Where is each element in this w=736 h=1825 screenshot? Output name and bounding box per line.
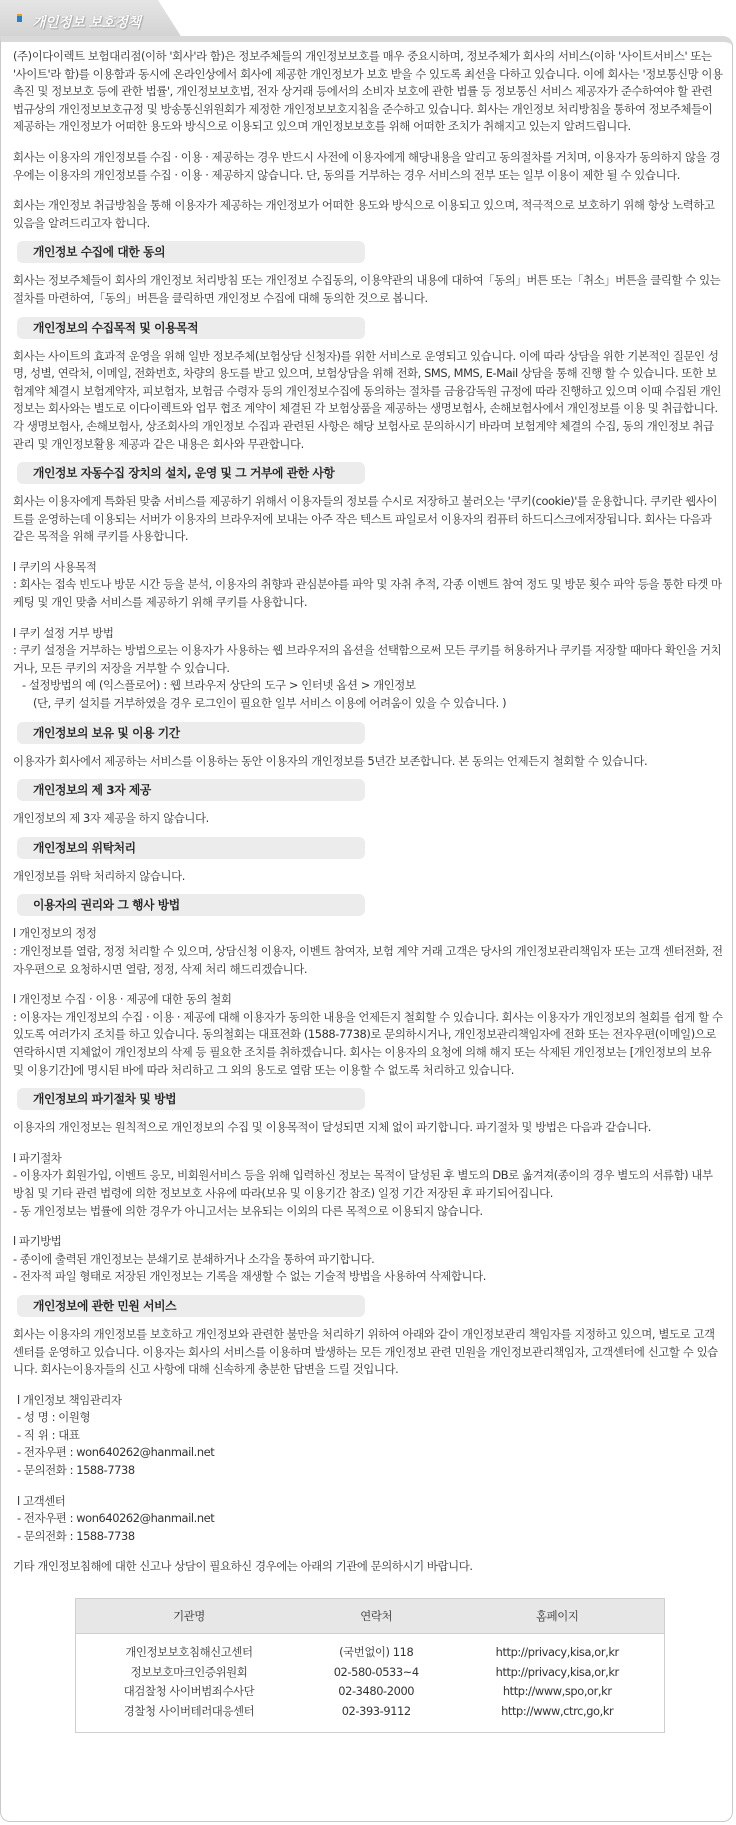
cookie-refuse-body: : 쿠키 설정을 거부하는 방법으로는 이용자가 사용하는 웹 브라우저의 옵션을 선택함으로써 모든 쿠키를 허용하거나 쿠키를 저장할 때마다 확인을 거치거나, 모든 쿠키의 저장을 거부할 수 있습니다. [13,643,722,675]
agency-homepage[interactable]: http://privacy,kisa,or,kr [495,1645,619,1660]
purpose-body: 회사는 사이트의 효과적 운영을 위해 일반 정보주체(보험상담 신청자)를 위한 서비스로 운영되고 있습니다. 이에 따라 상담을 위한 기본적인 질문인 성명, 성별, 연락처, 이메일, 전화번호, 차량의 용도를 받고 있으며, 보험상담을 위해 전화, SMS, MMS, E-Mail 상담을 통해 진행 할 수 있습니다. 또한 보험계약 체결시 보험계약자, 피보험자, 보험금 수령자 등의 개인정보수집에 동의하는 절차를 금융감독원 규정에 따라 진행하고 있으며 이때 수집된 개인정보는 회사와는 별도로 이다이렉트와 업무 협조 계약이 체결된 각 보험상품을 제공하는 생명보험사, 손해보험사에서 개인정보를 이용 및 취급합니다. 각 생명보험사, 손해보험사, 상조회사의 개인정보 수집과 관련된 사항은 해당 보험사로 문의하시기 바라며 보험계약 체결의 수집, 동의 개인정보 취급관리 및 개인정보활용 제공과 같은 내용은 회사와 무관합니다. [13,348,722,451]
cookie-use-heading: l 쿠키의 사용목적 [13,559,97,574]
table-row [76,1702,664,1733]
rights-correct-body: : 개인정보를 열람, 정정 처리할 수 있으며, 상담신청 이용자, 이벤트 참여자, 보험 계약 거래 고객은 당사의 개인정보관리책임자 또는 고객 센터전화, 전자우편으로 요청하시면 열람, 정정, 삭제 처리 해드리겠습니다. [13,944,723,976]
agency-table [75,1598,665,1733]
column-header-agency: 기관명 [76,1599,302,1634]
outsourcing-body: 개인정보를 위탁 처리하지 않습니다. [13,868,185,883]
agency-contact: 02-3480-2000 [338,1684,415,1699]
section-title-cookie: 개인정보 자동수집 장치의 설치, 운영 및 그 거부에 관한 사항 [17,462,365,484]
center-email: - 전자우편 : won640262@hanmail.net [17,1511,215,1526]
destruction-method-1: - 종이에 출력된 개인정보는 분쇄기로 분쇄하거나 소각을 통하여 파기합니다. [13,1251,375,1266]
section-title-destruction: 개인정보의 파기절차 및 방법 [17,1088,365,1110]
agency-table-header [76,1599,664,1634]
policy-content [13,48,723,1733]
destruction-procedure-heading: l 파기절차 [13,1150,62,1165]
retention-body: 이용자가 회사에서 제공하는 서비스를 이용하는 동안 이용자의 개인정보를 5년간 보존합니다. 본 동의는 언제든지 철회할 수 있습니다. [13,753,648,768]
manager-phone: - 문의전화 : 1588-7738 [17,1463,135,1478]
destruction-procedure-1: - 이용자가 회원가입, 이벤트 응모, 비회원서비스 등을 위해 입력하신 정보는 목적이 달성된 후 별도의 DB로 옮겨져(종이의 경우 별도의 서류함) 내부 방침 및 기타 관련 법령에 의한 정보보호 사유에 따라(보유 및 이용기간 참조) 일정 기간 저장된 후 파기되어집니다. [13,1168,713,1200]
table-row [76,1663,664,1683]
agency-homepage[interactable]: http://www,ctrc,go,kr [501,1703,614,1718]
consent-body: 회사는 정보주체들이 회사의 개인정보 처리방침 또는 개인정보 수집동의, 이용약관의 내용에 대하여「동의」버튼 또는「취소」버튼을 클릭할 수 있는 절차를 마련하여,「동의」버튼을 클릭하면 개인정보 수집에 대해 동의한 것으로 봅니다. [13,273,721,305]
destruction-procedure-2: - 동 개인정보는 법률에 의한 경우가 아니고서는 보유되는 이외의 다른 목적으로 이용되지 않습니다. [13,1203,483,1218]
rights-correct-heading: l 개인정보의 정정 [13,926,97,941]
agency-name: 경찰청 사이버테러대응센터 [123,1703,255,1718]
section-title-third-party: 개인정보의 제 3자 제공 [17,779,365,801]
agency-name: 정보보호마크인증위원회 [130,1664,248,1679]
page-title [16,12,141,32]
cookie-body: 회사는 이용자에게 특화된 맞춤 서비스를 제공하기 위해서 이용자들의 정보를 수시로 저장하고 불러오는 '쿠키(cookie)'를 운용합니다. 쿠키란 웹사이트를 운영하는데 이용되는 서버가 이용자의 브라우저에 보내는 아주 작은 텍스트 파일로서 이용자의 컴퓨터 하드디스크에저장됩니다. 회사는 다음과 같은 목적을 위해 쿠키를 사용합니다. [13,494,718,544]
intro-paragraph-3: 회사는 개인정보 취급방침을 통해 이용자가 제공하는 개인정보가 어떠한 용도와 방식으로 이용되고 있으며, 적극적으로 보호하기 위해 항상 노력하고 있음을 알려드리고자 합니다. [13,198,715,230]
intro-paragraph-2: 회사는 이용자의 개인정보를 수집 · 이용 · 제공하는 경우 반드시 사전에 이용자에게 해당내용을 알리고 동의절차를 거치며, 이용자가 동의하지 않을 경우에는 이용자의 개인정보를 수집 · 이용 · 제공하지 않습니다. 단, 동의를 거부하는 경우 서비스의 전부 또는 일부 이용이 제한 될 수 있습니다. [13,149,721,182]
rights-withdraw-heading: l 개인정보 수집 · 이용 · 제공에 대한 동의 철회 [13,992,232,1007]
agency-contact: (국번없이) 118 [339,1645,414,1660]
column-header-homepage: 홈페이지 [450,1599,664,1634]
manager-email: - 전자우편 : won640262@hanmail.net [17,1445,215,1460]
agency-contact: 02-393-9112 [341,1703,411,1718]
column-header-contact: 연락처 [302,1599,450,1634]
complaints-footer: 기타 개인정보침해에 대한 신고나 상담이 필요하신 경우에는 아래의 기관에 문의하시기 바랍니다. [13,1559,473,1574]
table-row [76,1682,664,1702]
agency-name: 대검찰청 사이버범죄수사단 [123,1684,255,1699]
rights-withdraw-body: : 이용자는 개인정보의 수집 · 이용 · 제공에 대해 이용자가 동의한 내용을 언제든지 철회할 수 있습니다. 회사는 이용자가 개인정보의 철회를 쉽게 할 수 있도록 여러가지 조치를 하고 있습니다. 동의철회는 대표전화 (1588-7738)로 문의하시거나, 개인정보관리책임자에 전화 또는 전자우편(이메일)으로 연락하시면 지체없이 개인정보의 삭제 등 필요한 조치를 취하겠습니다. 회사는 이용자의 요청에 의해 해지 또는 삭제된 개인정보는 [개인정보의 보유 및 이용기간]에 명시된 바에 따라 처리하고 그 외의 용도로 열람 또는 이용할 수 없도록 처리하고 있습니다. [13,1009,723,1077]
section-title-retention: 개인정보의 보유 및 이용 기간 [17,722,365,744]
intro-paragraph-1: (주)이다이렉트 보험대리점(이하 '회사'라 함)은 정보주체들의 개인정보보호를 매우 중요시하며, 정보주체가 회사의 서비스(이하 '사이트서비스' 또는 '사이트'라 함)를 이용함과 동시에 온라인상에서 회사에 제공한 개인정보가 보호 받을 수 있도록 최선을 다하고 있습니다. 이에 회사는 '정보통신망 이용촉진 및 정보보호 등에 관한 법률', 개인정보보호법, 전자 상거래 등에서의 소비자 보호에 관한 법률 등 정보통신 서비스 제공자가 준수하여야 할 관련 법규상의 개인정보보호규정 및 방송통신위원회가 제정한 개인정보보호지침을 준수하고 있습니다. 회사는 개인정보 처리방침을 통하여 정보주체들이 제공하는 개인정보가 어떠한 용도와 방식으로 이용되고 있으며 개인정보보호를 위해 어떠한 조치가 취해지고 있는지 알려드립니다. [13,49,723,134]
destruction-body: 이용자의 개인정보는 원칙적으로 개인정보의 수집 및 이용목적이 달성되면 지체 없이 파기합니다. 파기절차 및 방법은 다음과 같습니다. [13,1120,651,1135]
manager-heading: l 개인정보 책임관리자 [17,1392,122,1407]
table-row [76,1634,664,1663]
agency-homepage[interactable]: http://privacy,kisa,or,kr [495,1664,619,1679]
agency-name: 개인정보보호침해신고센터 [125,1645,253,1660]
third-party-body: 개인정보의 제 3자 제공을 하지 않습니다. [13,811,209,826]
destruction-method-2: - 전자적 파일 형태로 저장된 개인정보는 기록을 재생할 수 없는 기술적 방법을 사용하여 삭제합니다. [13,1269,486,1284]
section-title-rights: 이용자의 권리와 그 행사 방법 [17,894,365,916]
agency-homepage[interactable]: http://www,spo,or,kr [502,1684,612,1699]
manager-position: - 직 위 : 대표 [17,1427,80,1442]
manager-name: - 성 명 : 이원형 [17,1410,91,1425]
cookie-refuse-example: - 설정방법의 예 (익스플로어) : 웹 브라우저 상단의 도구 > 인터넷 옵션 > 개인정보 [22,678,416,693]
cookie-refuse-note: (단, 쿠키 설치를 거부하였을 경우 로그인이 필요한 일부 서비스 이용에 어려움이 있을 수 있습니다. ) [33,696,507,711]
section-title-outsourcing: 개인정보의 위탁처리 [17,837,365,859]
cookie-refuse-heading: l 쿠키 설정 거부 방법 [13,625,114,640]
section-title-consent: 개인정보 수집에 대한 동의 [17,241,365,263]
agency-contact: 02-580-0533~4 [333,1664,419,1679]
destruction-method-heading: l 파기방법 [13,1234,62,1249]
center-heading: l 고객센터 [17,1493,66,1508]
center-phone: - 문의전화 : 1588-7738 [17,1528,135,1543]
page-title-text: 개인정보 보호정책 [32,15,141,31]
section-title-purpose: 개인정보의 수집목적 및 이용목적 [17,317,365,339]
cookie-use-body: : 회사는 접속 빈도나 방문 시간 등을 분석, 이용자의 취향과 관심분야를 파악 및 자취 추적, 각종 이벤트 참여 정도 및 방문 횟수 파악 등을 통한 타겟 마케팅 및 개인 맞춤 서비스를 제공하기 위해 쿠키를 사용합니다. [13,577,722,610]
section-title-complaints: 개인정보에 관한 민원 서비스 [17,1295,365,1317]
complaints-body: 회사는 이용자의 개인정보를 보호하고 개인정보와 관련한 불만을 처리하기 위하여 아래와 같이 개인정보관리 책임자를 지정하고 있으며, 별도로 고객센터를 운영하고 있습니다. 이용자는 회사의 서비스를 이용하며 발생하는 모든 개인정보 관련 민원을 개인정보관리책임자, 고객센터에 신고할 수 있습니다. 회사는이용자들의 신고 사항에 대해 신속하게 충분한 답변을 드릴 것입니다. [13,1326,718,1377]
